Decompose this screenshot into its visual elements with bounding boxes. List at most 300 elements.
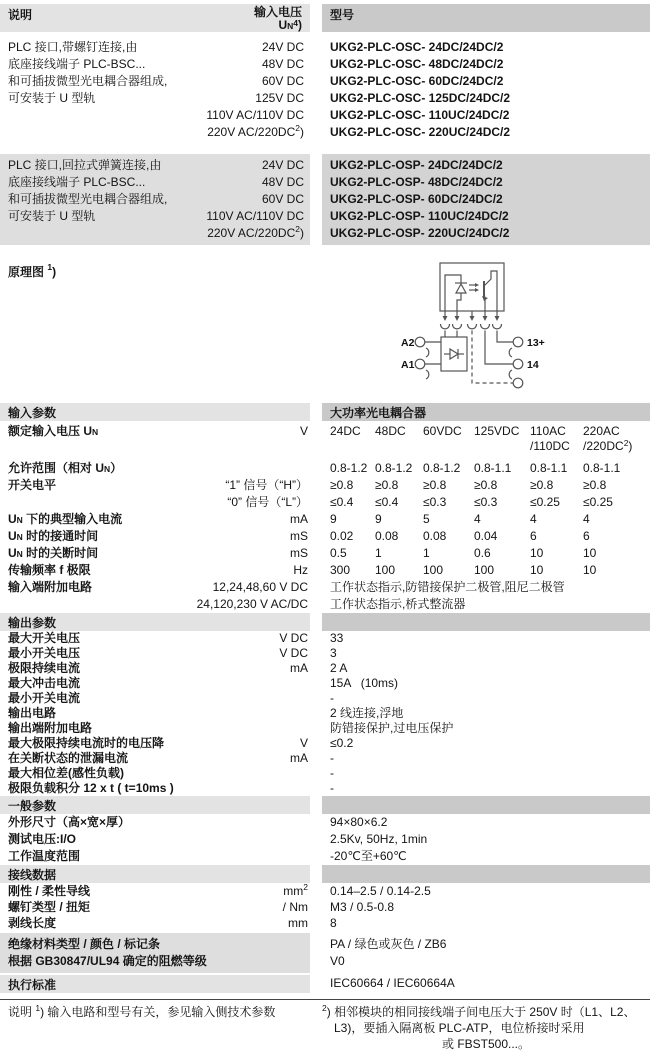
param-value: 0.08 [375,529,399,543]
param-unit [308,848,310,865]
param-value: 10 [530,546,544,560]
input-param-row [0,511,650,528]
param-label-cell [0,646,310,661]
param-label: 输出电路 [8,706,57,720]
param-label-cell [0,424,310,454]
output-param-row [0,751,650,766]
input-param-row [0,460,650,477]
param-value-cell [322,899,650,915]
param-value-cell [322,814,650,831]
param-label-cell [0,661,310,676]
param-label-cell [0,545,310,562]
model-number: UKG2-PLC-OSC- 220UC/24DC/2 [330,125,511,139]
param-value-cell [322,676,650,691]
param-value-cell [322,751,650,766]
output-param-row [0,661,650,676]
param-value: M3 / 0.5-0.8 [330,900,395,914]
general-parameters-title: 一般参数 [0,796,310,814]
param-label [8,596,197,613]
model-number: UKG2-PLC-OSP- 48DC/24DC/2 [330,175,503,189]
param-value: 1 [375,546,382,560]
param-value-cell [322,631,650,646]
param-unit: V DC [279,631,308,645]
param-value-cell [322,781,650,796]
description-header-label: 说明 [8,8,33,22]
param-value: 4 [583,512,590,526]
footnote-right-line: 或 FBST500...。 [441,1037,531,1051]
input-voltage-header-line2: $UN^4$) [278,17,302,32]
param-label-cell [0,899,310,915]
param-value: 100 [474,563,495,577]
param-value: 100 [375,563,396,577]
param-value: 0.04 [474,529,498,543]
voltage-line: 60V DC [261,192,304,206]
param-unit: 12,24,48,60 V DC [212,580,308,594]
param-label: 最小开关电流 [8,691,81,705]
table-header [0,4,650,32]
insulation-labels [0,933,310,973]
general-param-row [0,848,650,865]
param-value: ≥0.8 [423,478,447,492]
param-value: 0.8-1.1 [583,461,621,475]
param-value: ≤0.3 [423,495,447,509]
model-number: UKG2-PLC-OSC- 60DC/24DC/2 [330,74,504,88]
param-label-cell [0,528,310,545]
param-value: 0.02 [330,529,354,543]
param-values [322,460,650,477]
output-parameters-bar-right [322,613,650,631]
model-list [322,154,650,245]
param-value: 94×80×6.2 [330,815,388,829]
param-label: 极限负载积分 12 x t ( t=10ms ) [8,781,174,795]
variant-column-header: 125VDC [474,424,520,438]
output-param-row [0,736,650,751]
param-value: 0.8-1.1 [530,461,568,475]
param-unit: Hz [293,563,308,577]
description-line: 底座接线端子 PLC-BSC... [8,57,146,71]
param-label-cell [0,477,310,494]
general-param-row [0,831,650,848]
param-label: 极限持续电流 [8,661,81,675]
param-value: - [330,691,334,705]
terminal-14-label: 14 [527,359,539,371]
general-parameters-table [0,814,650,865]
param-value: 10 [583,563,597,577]
param-label: UN 下的典型输入电流 [8,512,123,526]
optocoupler-box [440,263,504,311]
param-value: 3 [330,646,337,660]
param-value-cell [322,831,650,848]
output-param-row [0,766,650,781]
variant-column-header: 48DC [375,424,406,438]
param-value: 0.5 [330,546,347,560]
terminal-a2-label: A2 [401,337,415,349]
param-value: ≥0.8 [375,478,399,492]
output-parameters-bar [0,613,650,631]
param-values [322,528,650,545]
param-value: - [330,751,334,765]
param-unit: “0” 信号（“L”） [227,495,308,509]
wiring-data-bar [0,865,650,883]
param-values [322,562,650,579]
param-value: 10 [583,546,597,560]
param-label-cell [0,596,310,613]
voltage-line: 220V $AC/220DC^2$) [207,224,304,240]
param-unit: mA [290,661,308,675]
param-value: 2 A [330,661,348,675]
param-value: ≥0.8 [330,478,354,492]
param-label: 允许范围（相对 UN） [8,461,123,475]
description-text [8,39,167,141]
terminal-13-label: 13+ [527,337,545,349]
voltage-line: 110V AC/110V DC [206,209,304,223]
param-label: 最大开关电压 [8,631,81,645]
param-values [322,424,650,454]
param-value-cell [322,646,650,661]
description-line: 和可插拔微型光电耦合器组成, [8,192,168,206]
param-label [8,494,227,511]
param-value-cell [322,848,650,865]
wiring-data-title: 接线数据 [0,865,310,883]
variant-column-header: 110AC /110DC [530,424,570,453]
model-number: UKG2-PLC-OSP- 110UC/24DC/2 [330,209,509,223]
standards-row [0,975,650,993]
param-values [322,545,650,562]
model-number: UKG2-PLC-OSC- 110UC/24DC/2 [330,108,510,122]
input-param-row [0,477,650,494]
param-unit [308,814,310,831]
param-value-cell [322,706,650,721]
input-voltage-list [206,39,304,141]
param-unit [308,706,310,721]
input-voltage-list [206,157,304,242]
input-parameters-bar [0,403,650,421]
param-label: 测试电压:I/O [8,832,76,846]
param-label: 传输频率 f 极限 [8,563,91,577]
description-line: 底座接线端子 PLC-BSC... [8,175,146,189]
voltage-line: 48V DC [261,175,304,189]
output-parameters-table [0,631,650,796]
param-value-cell [322,691,650,706]
param-values [322,494,650,511]
footnote-right [322,1004,650,1052]
description-text [8,157,167,242]
param-label-cell [0,691,310,706]
wiring-data-table [0,883,650,931]
plug-pins [441,311,502,329]
param-label-cell [0,883,310,899]
model-number: UKG2-PLC-OSC- 125DC/24DC/2 [330,91,511,105]
param-label-cell [0,511,310,528]
param-value: - [330,781,334,795]
description-line: 可安装于 U 型轨 [8,91,96,105]
model-number: UKG2-PLC-OSC- 24DC/24DC/2 [330,40,504,54]
param-unit: mm [288,916,308,930]
wiring-param-row [0,915,650,931]
param-label: 刚性 / 柔性导线 [8,884,91,898]
param-label-cell [0,915,310,931]
voltage-line: 110V AC/110V DC [206,108,304,122]
param-unit: V [299,736,308,750]
voltage-line: 24V DC [261,40,304,54]
output-parameters-title: 输出参数 [0,613,310,631]
param-unit: “1” 信号（“H”） [225,478,308,492]
general-parameters-bar-right [322,796,650,814]
param-value: 0.8-1.1 [474,461,512,475]
description-line: 和可插拔微型光电耦合器组成, [8,74,168,88]
terminal-a2 [415,337,425,347]
param-value: ≤0.3 [474,495,498,509]
param-values [322,596,650,613]
param-label-cell [0,494,310,511]
param-value: 2 线连接,浮地 [330,706,404,720]
description-voltage-header [0,4,310,32]
wiring-param-row [0,883,650,899]
param-unit: V DC [279,646,308,660]
param-value: 0.6 [474,546,491,560]
terminal-aux [513,378,523,388]
param-value: 5 [423,512,430,526]
param-unit: 24,120,230 V AC/DC [196,597,308,611]
param-unit [308,460,310,477]
param-label: 工作温度范围 [8,849,81,863]
param-label: 螺钉类型 / 扭矩 [8,900,91,914]
param-value: 100 [423,563,444,577]
model-number: UKG2-PLC-OSC- 48DC/24DC/2 [330,57,504,71]
param-value: 0.08 [423,529,447,543]
param-value: 6 [583,529,590,543]
param-value: 4 [474,512,481,526]
wiring-data-bar-right [322,865,650,883]
voltage-line: 125V DC [255,91,304,105]
variant-column-header: 220AC $/220DC^2$) [583,424,633,453]
param-unit: mA [290,751,308,765]
param-value-cell [322,915,650,931]
model-number: UKG2-PLC-OSP- 60DC/24DC/2 [330,192,503,206]
param-label: 最小开关电压 [8,646,81,660]
param-value: ≤0.2 [330,736,354,750]
footnote-right-line: $^2$) 相邻模块的相同接线端子间电压大于 250V 时（L1、L2、 [322,1003,636,1019]
param-unit [308,691,310,706]
footnotes [0,999,650,1052]
output-param-row [0,781,650,796]
param-label: 开关电平 [8,478,57,492]
param-values [322,477,650,494]
param-label: UN 时的接通时间 [8,529,99,543]
datasheet-page [0,4,650,1051]
param-label-cell [0,676,310,691]
description-line: PLC 接口,带螺钉连接,由 [8,40,138,54]
input-param-row [0,579,650,596]
variant-column-header: 24DC [330,424,361,438]
param-label: 输出端附加电路 [8,721,93,735]
param-label-cell [0,831,310,848]
output-param-row [0,646,650,661]
param-values [322,579,650,596]
standards-title: 执行标准 [0,975,310,993]
param-label: 输入端附加电路 [8,580,93,594]
param-unit: mA [290,512,308,526]
param-unit [308,721,310,736]
param-label-cell [0,562,310,579]
param-value: ≤0.25 [583,495,613,509]
output-param-row [0,721,650,736]
model-number: UKG2-PLC-OSP- 24DC/24DC/2 [330,158,503,172]
param-unit: mS [290,529,308,543]
param-unit: mS [290,546,308,560]
input-param-row [0,494,650,511]
param-unit: / Nm [282,900,308,914]
model-number: UKG2-PLC-OSP- 220UC/24DC/2 [330,226,510,240]
param-value: ≥0.8 [583,478,607,492]
terminal-a1-label: A1 [401,359,415,371]
param-label: 最大冲击电流 [8,676,81,690]
param-value: 300 [330,563,351,577]
output-param-row [0,691,650,706]
param-label-cell [0,631,310,646]
flammability-label: 根据 GB30847/UL94 确定的阻燃等级 [8,954,207,968]
terminal-14 [513,359,523,369]
param-unit [308,831,310,848]
light-arrow-icon [475,283,479,287]
param-value: 9 [375,512,382,526]
terminal-a1 [415,359,425,369]
input-parameters-table [0,424,650,613]
light-arrow-icon [475,288,479,292]
schematic-section [0,255,650,397]
param-label-cell [0,814,310,831]
voltage-line: 60V DC [261,74,304,88]
param-value: ≤0.25 [530,495,560,509]
param-label-cell [0,751,310,766]
param-value: ≤0.4 [375,495,399,509]
param-value: 10 [530,563,544,577]
param-label: UN 时的关断时间 [8,546,99,560]
voltage-line: 48V DC [261,57,304,71]
circuit-schematic-svg [400,255,650,395]
model-list [322,36,650,144]
param-label: 最大极限持续电流时的电压降 [8,736,165,750]
insulation-values [322,933,650,973]
param-value: 防错接保护,过电压保护 [330,721,454,735]
param-value: 1 [423,546,430,560]
param-label-cell [0,721,310,736]
param-label: 在关断状态的泄漏电流 [8,751,129,765]
param-label-cell [0,766,310,781]
general-parameters-bar [0,796,650,814]
param-value: 9 [330,512,337,526]
param-label-cell [0,706,310,721]
input-param-row [0,545,650,562]
param-value: 0.14–2.5 / 0.14-2.5 [330,884,431,898]
param-unit: $mm^2$ [283,882,308,898]
general-param-row [0,814,650,831]
param-unit [308,676,310,691]
input-param-row [0,562,650,579]
param-value: 6 [530,529,537,543]
terminal-13 [513,337,523,347]
param-value-cell [322,766,650,781]
variant-column-header: 60VDC [423,424,462,438]
footnote-left: 说明 $^1$) 输入电路和型号有关，参见输入侧技术参数 [8,1003,276,1019]
description-line: PLC 接口,回拉式弹簧连接,由 [8,158,162,172]
param-value: ≥0.8 [530,478,554,492]
product-block [0,36,650,144]
input-voltage-header [254,6,302,30]
param-label-cell [0,579,310,596]
param-value: 4 [530,512,537,526]
insulation-material-value: PA / 绿色或灰色 / ZB6 [330,937,447,951]
param-label-cell [0,736,310,751]
product-blocks [0,36,650,245]
voltage-line: 220V $AC/220DC^2$) [207,123,304,139]
param-label: 外形尺寸（高×宽×厚） [8,815,131,829]
param-value: 8 [330,916,337,930]
input-param-row [0,528,650,545]
product-block [0,154,650,245]
param-value: 2.5Kv, 50Hz, 1min [330,832,428,846]
param-label: 额定输入电压 UN [8,424,99,438]
param-value: ≥0.8 [474,478,498,492]
model-header-label: 型号 [322,4,650,32]
param-value: ≤0.4 [330,495,354,509]
param-values [322,511,650,528]
insulation-material-label: 绝缘材料类型 / 颜色 / 标记条 [8,937,161,951]
param-value: 0.8-1.2 [423,461,461,475]
param-label-cell [0,781,310,796]
param-value: -20℃至+60℃ [330,849,407,863]
param-value: 工作状态指示,防错接保护二极管,阻尼二极管 [330,580,565,594]
param-label: 剥线长度 [8,916,57,930]
output-param-row [0,631,650,646]
param-value-cell [322,736,650,751]
input-param-row [0,424,650,454]
wiring-param-row [0,899,650,915]
param-value: - [330,766,334,780]
param-value: 33 [330,631,344,645]
param-unit: V [299,424,308,438]
insulation-block [0,933,650,973]
param-value: 工作状态指示,桥式整流器 [330,597,466,611]
input-voltage-header-line1: 输入电压 [253,5,302,19]
param-value: 0.8-1.2 [375,461,413,475]
description-line: 可安装于 U 型轨 [8,209,96,223]
param-value-cell [322,883,650,899]
schematic-label: 原理图 $^1$) [8,262,57,279]
flammability-value: V0 [330,954,345,968]
product-description-cell [0,36,310,144]
product-description-cell [0,154,310,245]
param-value: 15A (10ms) [330,676,399,690]
param-label-cell [0,848,310,865]
input-parameters-title: 输入参数 [0,403,310,421]
standards-value: IEC60664 / IEC60664A [330,976,455,990]
param-label-cell [0,460,310,477]
param-value-cell [322,661,650,676]
voltage-line: 24V DC [261,158,304,172]
param-label: 最大相位差(感性负载) [8,766,124,780]
param-value: 0.8-1.2 [330,461,368,475]
output-param-row [0,706,650,721]
footnote-right-line: L3)，要插入隔离板 PLC-ATP，电位桥接时采用 [334,1021,585,1035]
schematic-diagram [322,255,650,397]
output-param-row [0,676,650,691]
param-unit [308,781,310,796]
param-value-cell [322,721,650,736]
param-unit [308,766,310,781]
input-param-row [0,596,650,613]
optocoupler-subtitle: 大功率光电耦合器 [322,403,650,421]
